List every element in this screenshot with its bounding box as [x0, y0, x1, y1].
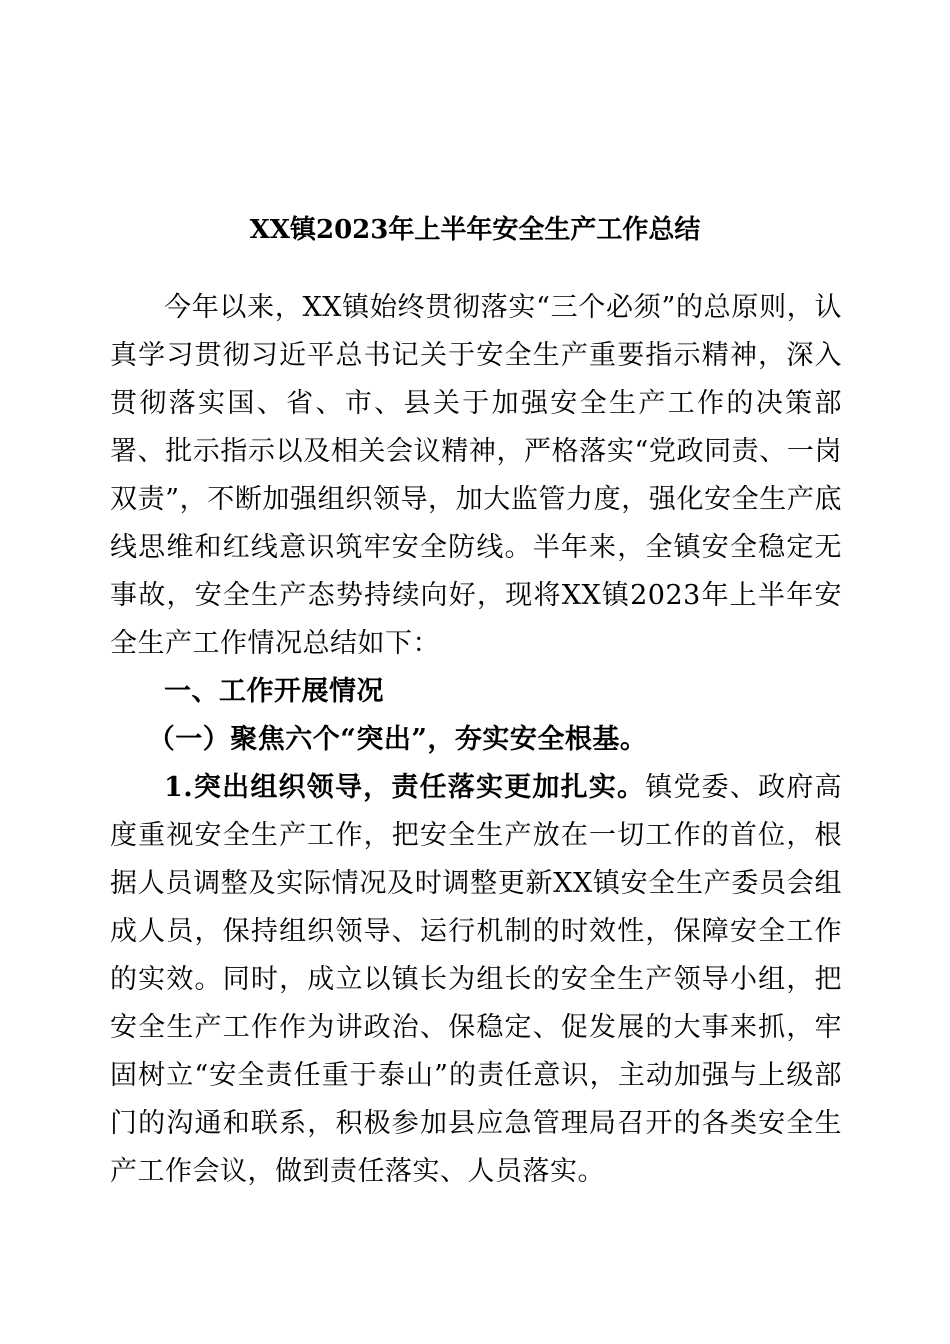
- section-heading-1: 一、工作开展情况: [164, 676, 384, 707]
- document-title: XX镇2023年上半年安全生产工作总结: [249, 215, 701, 245]
- subsection-heading-1: （一）聚焦六个“突出”，夯实安全根基。: [147, 724, 648, 755]
- item-text-1: 镇党委、政府高度重视安全生产工作，把安全生产放在一切工作的首位，根据人员调整及实际情况及时调整更新XX镇安全生产委员会组成人员，保持组织领导、运行机制的时效性，保障安全工作的实效。同时，成立以镇长为组长的安全生产领导小组，把安全生产工作作为讲政治、保稳定、促发展的大事来抓，牢固树立“安全责任重于泰山”的责任意识，主动加强与上级部门的沟通和联系，积极参加县应急管理局召开的各类安全生产工作会议，做到责任落实、人员落实。: [110, 772, 843, 1187]
- item-lead-1: 1.突出组织领导，责任落实更加扎实。: [164, 772, 646, 803]
- document-body: [110, 284, 842, 1196]
- intro-paragraph: 今年以来，XX镇始终贯彻落实“三个必须”的总原则，认真学习贯彻习近平总书记关于安全生产重要指示精神，深入贯彻落实国、省、市、县关于加强安全生产工作的决策部署、批示指示以及相关会议精神，严格落实“党政同责、一岗双责”，不断加强组织领导，加大监管力度，强化安全生产底线思维和红线意识筑牢安全防线。半年来，全镇安全稳定无事故，安全生产态势持续向好，现将XX镇2023年上半年安全生产工作情况总结如下：: [110, 292, 842, 659]
- item-paragraph-1: [110, 764, 842, 1196]
